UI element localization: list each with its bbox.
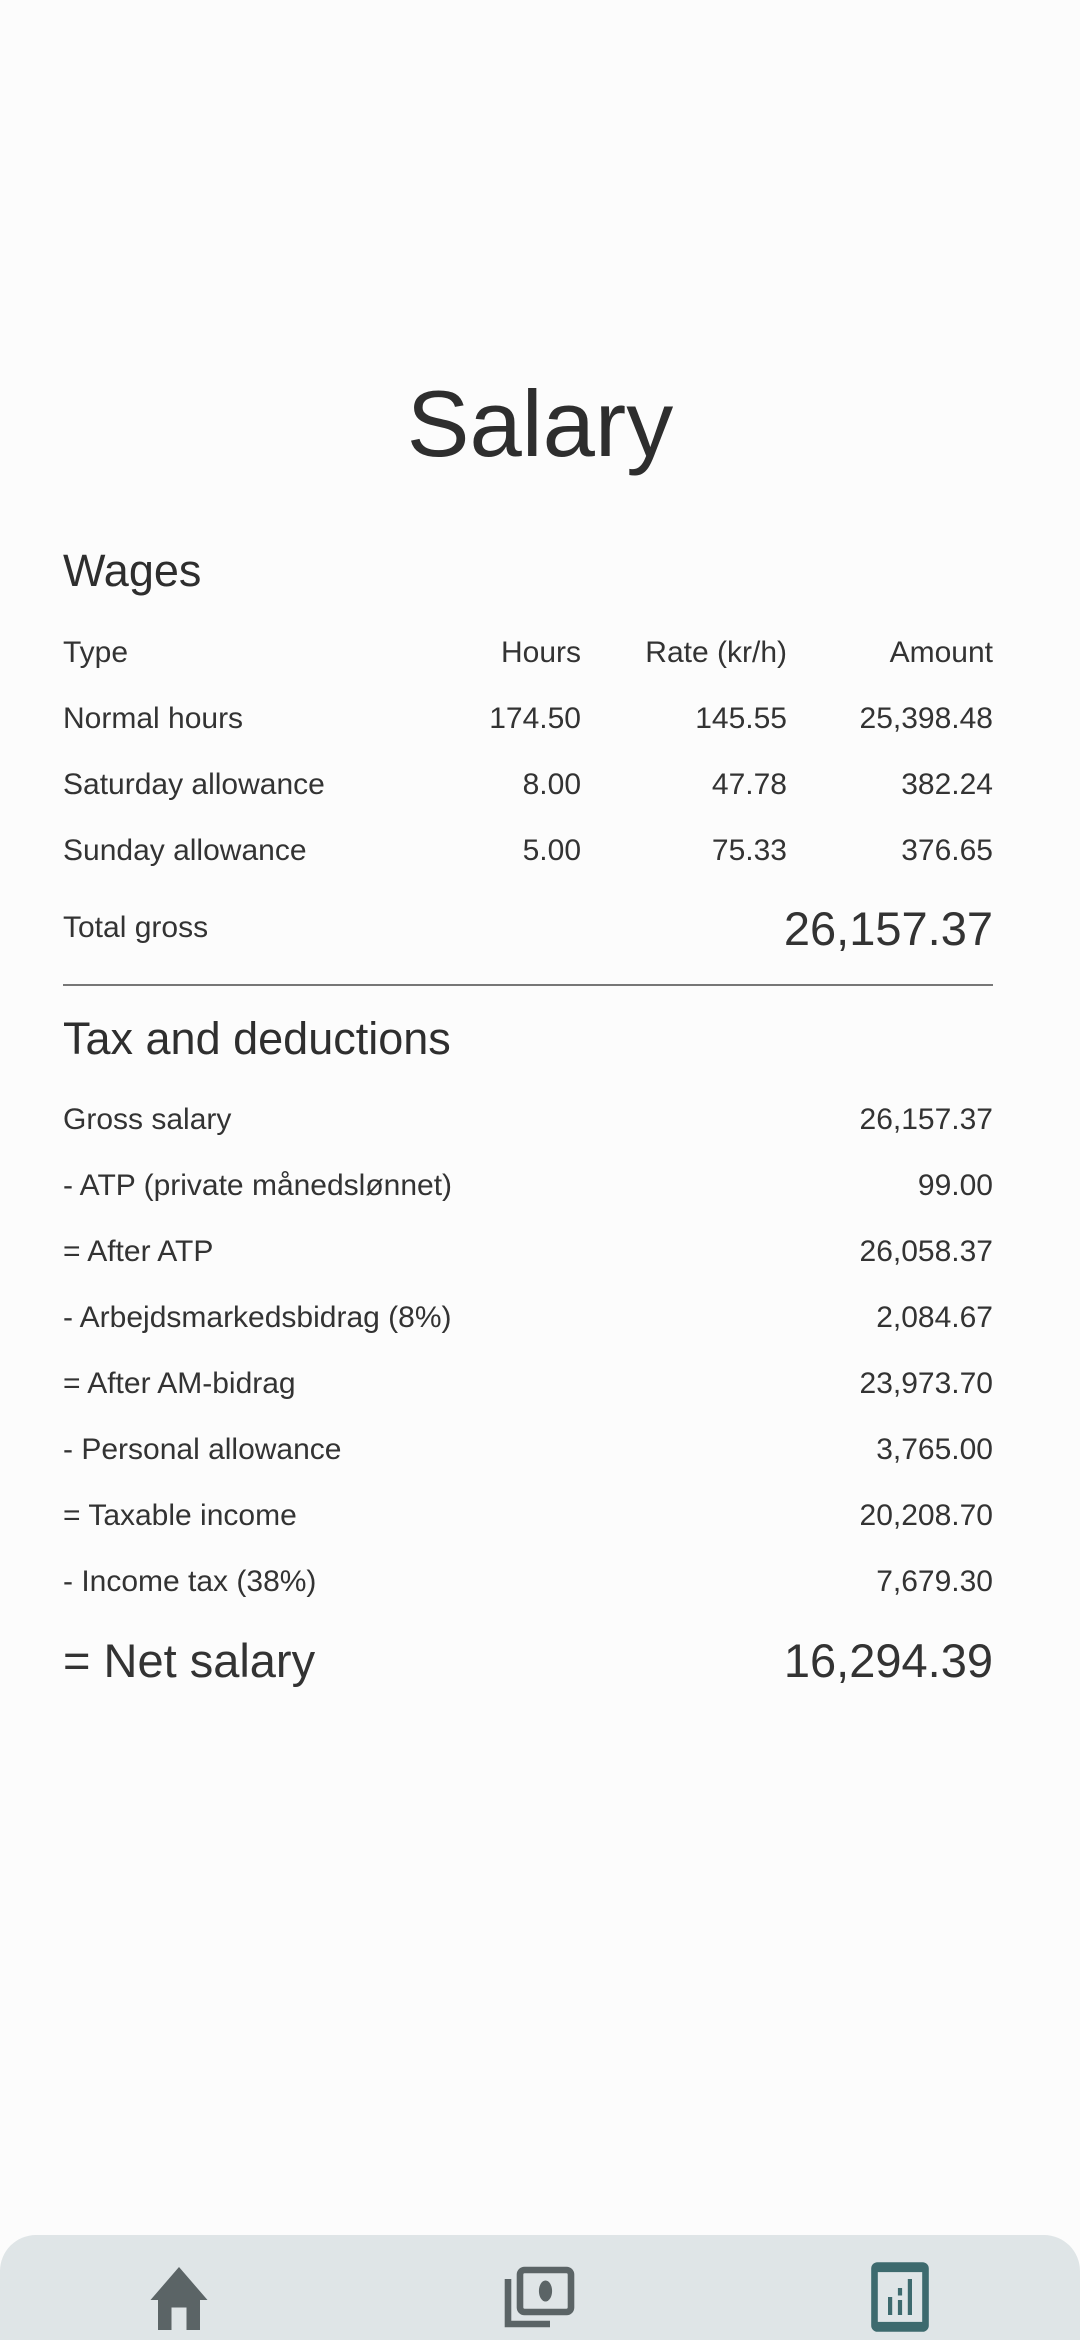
home-icon xyxy=(143,2261,215,2333)
deduction-row xyxy=(63,1095,993,1145)
deduction-label: - Income tax (38%) xyxy=(63,1565,317,1598)
deduction-value: 26,157.37 xyxy=(859,1103,993,1136)
deduction-value: 23,973.70 xyxy=(859,1367,993,1400)
row-hours: 5.00 xyxy=(522,834,581,867)
deduction-value: 20,208.70 xyxy=(859,1499,993,1532)
column-amount: Amount xyxy=(889,636,993,669)
report-icon xyxy=(864,2259,936,2335)
deduction-row xyxy=(63,1293,993,1343)
deduction-row xyxy=(63,1161,993,1211)
deduction-label: = Taxable income xyxy=(63,1499,297,1532)
total-gross-value: 26,157.37 xyxy=(783,901,993,955)
deduction-label: - Personal allowance xyxy=(63,1433,342,1466)
page-title: Salary xyxy=(406,371,674,476)
money-icon xyxy=(498,2261,578,2333)
column-hours: Hours xyxy=(500,636,581,669)
deduction-label: Gross salary xyxy=(63,1103,232,1136)
table-row xyxy=(63,760,993,810)
nav-report[interactable] xyxy=(860,2257,940,2337)
deduction-label: - ATP (private månedslønnet) xyxy=(63,1169,453,1202)
deduction-label: = After ATP xyxy=(63,1235,214,1268)
total-gross-label: Total gross xyxy=(63,911,209,944)
deduction-value: 99.00 xyxy=(917,1169,993,1202)
column-type: Type xyxy=(63,636,129,669)
row-hours: 8.00 xyxy=(522,768,581,801)
net-salary-row xyxy=(63,1630,993,1690)
row-amount: 382.24 xyxy=(901,768,993,801)
deduction-value: 2,084.67 xyxy=(876,1301,993,1334)
row-rate: 145.55 xyxy=(695,702,787,735)
row-amount: 376.65 xyxy=(901,834,993,867)
column-rate: Rate (kr/h) xyxy=(645,636,787,669)
row-type: Saturday allowance xyxy=(63,768,325,801)
deduction-label: - Arbejdsmarkedsbidrag (8%) xyxy=(63,1301,452,1334)
row-type: Normal hours xyxy=(63,702,244,735)
nav-home[interactable] xyxy=(139,2257,219,2337)
row-rate: 47.78 xyxy=(711,768,787,801)
net-salary-value: 16,294.39 xyxy=(783,1633,993,1687)
wages-heading: Wages xyxy=(63,545,202,596)
deduction-value: 3,765.00 xyxy=(876,1433,993,1466)
table-row xyxy=(63,694,993,744)
net-salary-label: = Net salary xyxy=(63,1633,316,1687)
row-type: Sunday allowance xyxy=(63,834,307,867)
deduction-row xyxy=(63,1557,993,1607)
deduction-value: 26,058.37 xyxy=(859,1235,993,1268)
deduction-row xyxy=(63,1425,993,1475)
section-divider xyxy=(63,984,993,986)
tax-heading: Tax and deductions xyxy=(63,1013,451,1064)
row-amount: 25,398.48 xyxy=(859,702,993,735)
total-gross-row xyxy=(63,900,993,956)
deduction-label: = After AM-bidrag xyxy=(63,1367,296,1400)
row-hours: 174.50 xyxy=(489,702,581,735)
nav-salary[interactable] xyxy=(498,2257,578,2337)
table-row xyxy=(63,826,993,876)
deduction-row xyxy=(63,1359,993,1409)
deduction-value: 7,679.30 xyxy=(876,1565,993,1598)
deduction-row xyxy=(63,1227,993,1277)
bottom-navigation xyxy=(0,2235,1080,2340)
deduction-row xyxy=(63,1491,993,1541)
wages-table-header xyxy=(63,628,993,678)
row-rate: 75.33 xyxy=(711,834,787,867)
